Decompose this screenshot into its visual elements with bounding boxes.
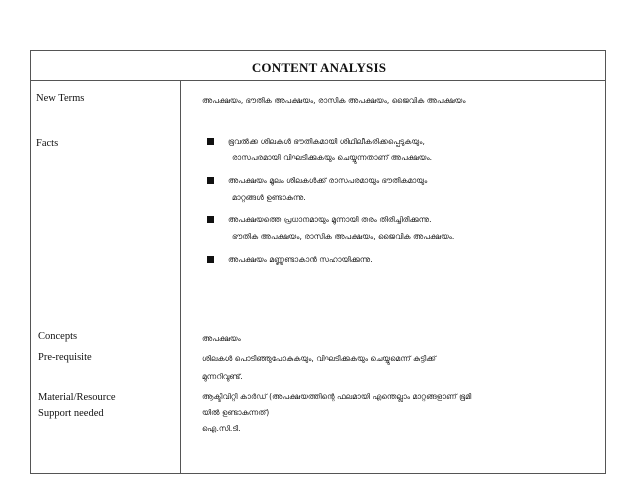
fact-line: അപക്ഷയത്തെ പ്രധാനമായും മൂന്നായി തരം തിരിച്ചിരിക്കുന്നു. — [228, 215, 432, 224]
fact-line: അപക്ഷയം മൂലം ശിലകൾക്ക് രാസപരമായും ഭൗതികമായും — [228, 176, 428, 185]
fact-line: ഭൂവൽക്ക ശിലകൾ ഭൗതികമായി ശിഥിലീകരിക്കപ്പെടുകയും, — [228, 137, 425, 146]
page-title: CONTENT ANALYSIS — [251, 60, 387, 75]
prerequisite-line: ശിലകൾ പൊടിഞ്ഞുപോകുകയും, വിഘടിക്കുകയും ചെയ്യുമെന്ന് കുട്ടിക്ക് — [202, 354, 436, 363]
concepts-label: Concepts — [38, 331, 78, 342]
facts-label: Facts — [36, 138, 59, 149]
new-terms-label: New Terms — [36, 93, 85, 104]
title-divider — [30, 80, 606, 81]
bullet-icon — [207, 216, 214, 223]
new-terms-value: അപക്ഷയം, ഭൗതിക അപക്ഷയം, രാസിക അപക്ഷയം, ജൈവിക അപക്ഷയം — [202, 96, 466, 105]
fact-line: അപക്ഷയം മണ്ണുണ്ടാകാൻ സഹായിക്കുന്നു. — [228, 255, 373, 264]
fact-line: രാസപരമായി വിഘടിക്കുകയും ചെയ്യുന്നതാണ് അപക്ഷയം. — [232, 153, 433, 162]
material-label: Material/Resource — [38, 392, 116, 403]
material-line: ഐ.സി.ടി. — [202, 424, 241, 433]
fact-line: ഭൗതിക അപക്ഷയം, രാസിക അപക്ഷയം, ജൈവിക അപക്ഷയം. — [232, 232, 455, 241]
support-label: Support needed — [38, 408, 104, 419]
concepts-value: അപക്ഷയം — [202, 334, 241, 343]
bullet-icon — [207, 256, 214, 263]
column-divider — [180, 80, 181, 474]
prerequisite-label: Pre-requisite — [38, 352, 92, 363]
material-line: ആക്ടിവിറ്റി കാർഡ് (അപക്ഷയത്തിന്റെ ഫലമായി എന്തെല്ലാം മാറ്റങ്ങളാണ് ഭൂമി — [202, 392, 472, 401]
bullet-icon — [207, 177, 214, 184]
material-line: യിൽ ഉണ്ടാകുന്നത്) — [202, 408, 270, 417]
prerequisite-line: മുന്നറിവുണ്ട്. — [202, 372, 243, 381]
fact-line: മാറ്റങ്ങൾ ഉണ്ടാകുന്നു. — [232, 193, 306, 202]
bullet-icon — [207, 138, 214, 145]
